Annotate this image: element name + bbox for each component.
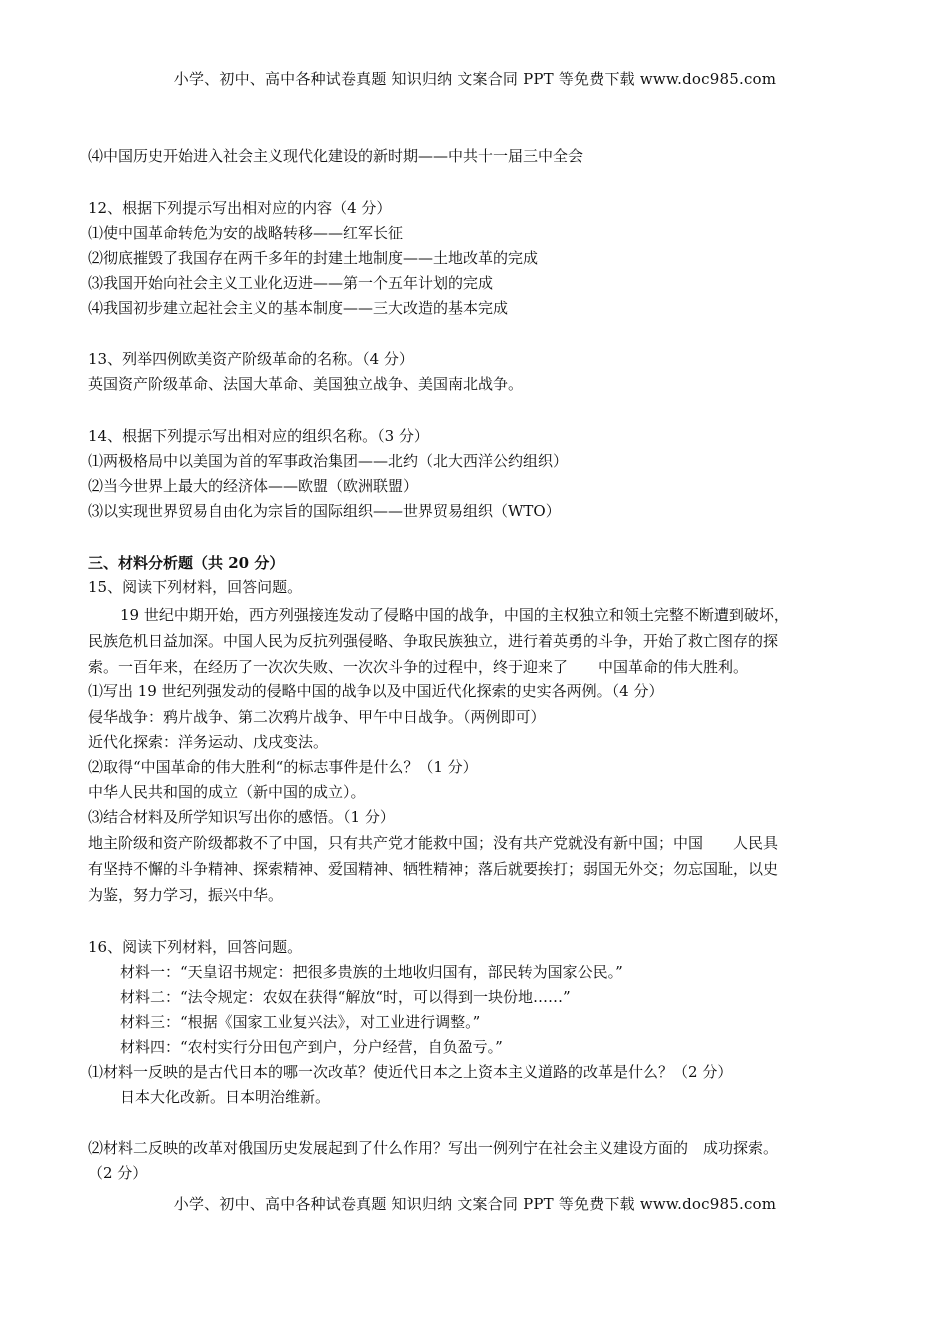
q13-answer: 英国资产阶级革命、法国大革命、美国独立战争、美国南北战争。	[88, 375, 524, 393]
page-footer: 小学、初中、高中各种试卷真题 知识归纳 文案合同 PPT 等免费下载 www.doc985.com	[173, 1195, 777, 1213]
q16-material-1: 材料一：“天皇诏书规定：把很多贵族的土地收归国有，部民转为国家公民。”	[120, 963, 623, 981]
q12-item-4: ⑷我国初步建立起社会主义的基本制度——三大改造的基本完成	[88, 299, 509, 317]
q15-sub-3-answer-line-1: 地主阶级和资产阶级都救不了中国，只有共产党才能救中国；没有共产党就没有新中国；中国 人民具	[88, 834, 779, 852]
section-3-title: 三、材料分析题（共 20 分）	[88, 554, 285, 572]
q12-item-1: ⑴使中国革命转危为安的战略转移——红军长征	[88, 224, 404, 242]
q14-item-1: ⑴两极格局中以美国为首的军事政治集团——北约（北大西洋公约组织）	[88, 452, 569, 470]
page-header: 小学、初中、高中各种试卷真题 知识归纳 文案合同 PPT 等免费下载 www.doc985.com	[173, 70, 777, 88]
q11-item-4: ⑷中国历史开始进入社会主义现代化建设的新时期——中共十一届三中全会	[88, 147, 584, 165]
q15-sub-3: ⑶结合材料及所学知识写出你的感悟。（1 分）	[88, 808, 395, 826]
q13-title: 13、列举四例欧美资产阶级革命的名称。（4 分）	[88, 350, 414, 368]
q15-sub-1-answer-b: 近代化探索：洋务运动、戊戌变法。	[88, 733, 329, 751]
q16-sub-1: ⑴材料一反映的是古代日本的哪一次改革？使近代日本之上资本主义道路的改革是什么？（2 分）	[88, 1063, 733, 1081]
q16-sub-1-answer: 日本大化改新。日本明治维新。	[120, 1088, 331, 1106]
q16-title: 16、阅读下列材料，回答问题。	[88, 938, 303, 956]
q12-item-3: ⑶我国开始向社会主义工业化迈进——第一个五年计划的完成	[88, 274, 494, 292]
q15-sub-3-answer-line-2: 有坚持不懈的斗争精神、探索精神、爱国精神、牺牲精神；落后就要挨打；弱国无外交；勿忘国耻，以史	[88, 860, 779, 878]
q15-sub-2-answer: 中华人民共和国的成立（新中国的成立）。	[88, 783, 366, 801]
q15-sub-3-answer-line-3: 为鉴，努力学习，振兴中华。	[88, 886, 284, 904]
q16-material-3: 材料三：“根据《国家工业复兴法》，对工业进行调整。”	[120, 1013, 481, 1031]
q15-sub-2: ⑵取得“中国革命的伟大胜利“的标志事件是什么？（1 分）	[88, 758, 478, 776]
q12-item-2: ⑵彻底摧毁了我国存在两千多年的封建土地制度——土地改革的完成	[88, 249, 539, 267]
q15-material-line-3: 索。一百年来，在经历了一次次失败、一次次斗争的过程中，终于迎来了 中国革命的伟大胜利。	[88, 658, 749, 676]
q14-item-3: ⑶以实现世界贸易自由化为宗旨的国际组织——世界贸易组织（WTO）	[88, 502, 561, 520]
q15-material-line-2: 民族危机日益加深。中国人民为反抗列强侵略、争取民族独立，进行着英勇的斗争，开始了救亡图存的探	[88, 632, 779, 650]
q12-title: 12、根据下列提示写出相对应的内容（4 分）	[88, 199, 392, 217]
q14-title: 14、根据下列提示写出相对应的组织名称。（3 分）	[88, 427, 429, 445]
q16-sub-2-score: （2 分）	[88, 1164, 148, 1182]
q15-sub-1: ⑴写出 19 世纪列强发动的侵略中国的战争以及中国近代化探索的史实各两例。（4 分）	[88, 682, 664, 700]
q16-material-4: 材料四：“农村实行分田包产到户，分户经营，自负盈亏。”	[120, 1038, 503, 1056]
q15-material-line-1: 19 世纪中期开始，西方列强接连发动了侵略中国的战争，中国的主权独立和领土完整不断遭到破坏，	[120, 606, 789, 624]
q14-item-2: ⑵当今世界上最大的经济体——欧盟（欧洲联盟）	[88, 477, 419, 495]
q16-sub-2: ⑵材料二反映的改革对俄国历史发展起到了什么作用？写出一例列宁在社会主义建设方面的 成功探索。	[88, 1139, 779, 1157]
q16-material-2: 材料二：“法令规定：农奴在获得“解放“时，可以得到一块份地……”	[120, 988, 571, 1006]
q15-sub-1-answer-a: 侵华战争：鸦片战争、第二次鸦片战争、甲午中日战争。（两例即可）	[88, 708, 546, 726]
q15-title: 15、阅读下列材料，回答问题。	[88, 578, 303, 596]
